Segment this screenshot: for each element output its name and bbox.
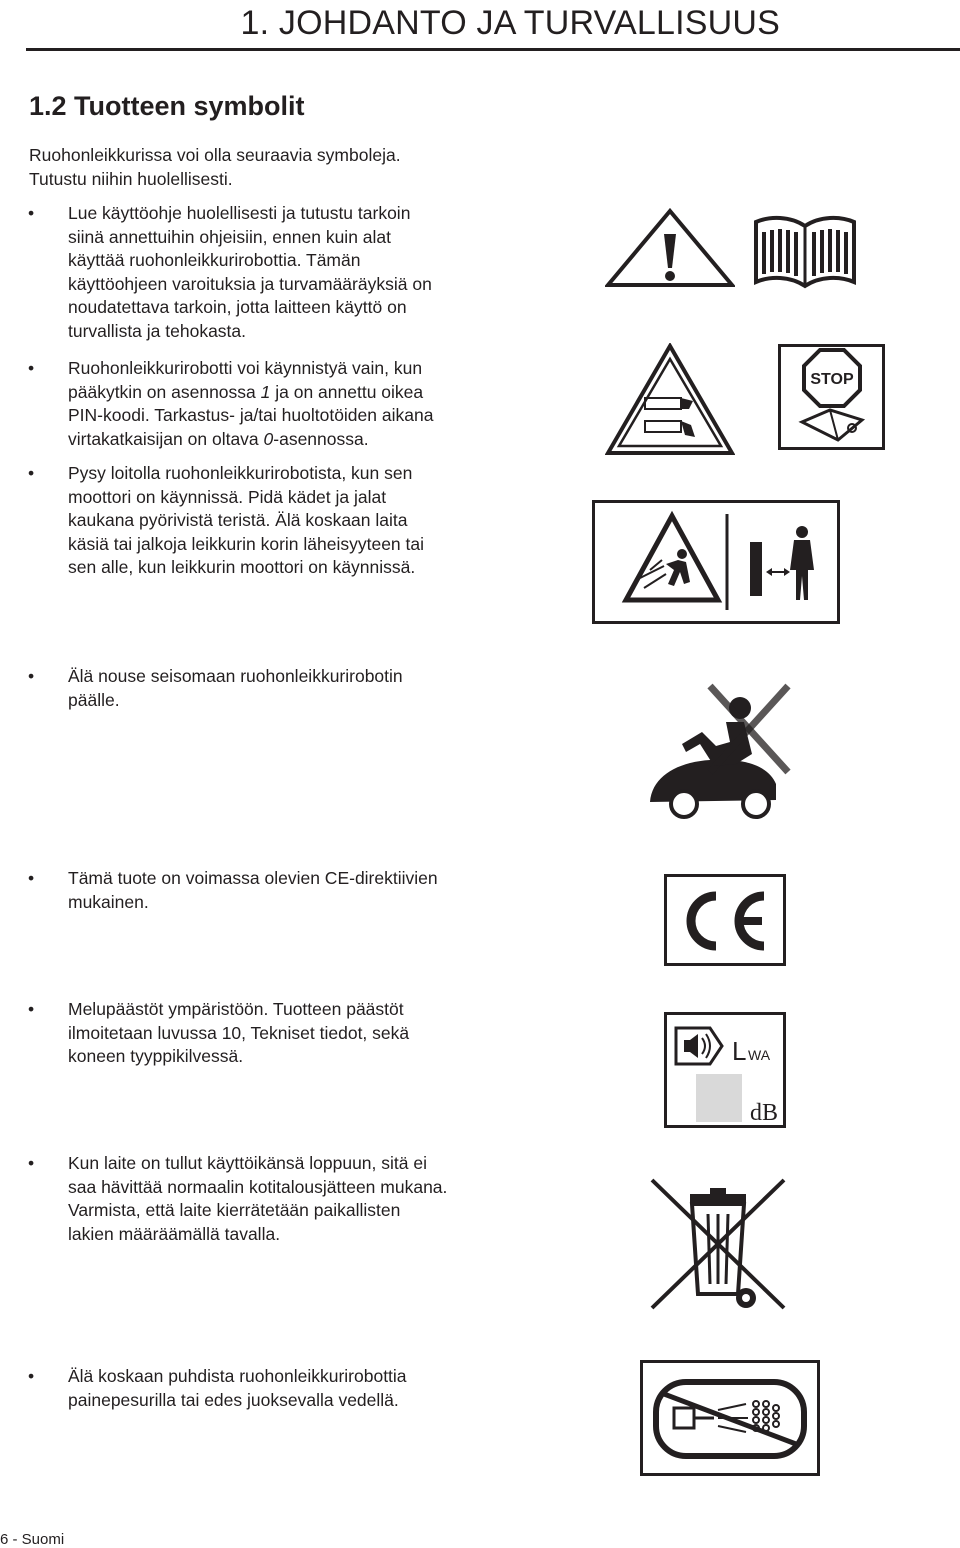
bullet-line: Ruohonleikkurirobotti voi käynnistyä vain, kun	[68, 358, 423, 378]
bullet-line: kaukana pyörivistä teristä. Älä koskaan laita	[68, 510, 408, 530]
read-manual-icon	[750, 212, 860, 290]
bullet-line: turvallista ja tehokasta.	[68, 320, 247, 341]
intro-text	[29, 144, 569, 191]
bullet-keep-away	[28, 462, 425, 580]
bullet-line: siinä annettuihin ohjeisiin, ennen kuin alat	[68, 226, 392, 247]
bullet-line: koneen tyyppikilvessä.	[68, 1046, 244, 1066]
bullet-marker: •	[28, 666, 35, 686]
db-label: dB	[750, 1100, 779, 1126]
bullet-ce	[28, 867, 438, 914]
bullet-line: noudatettava tarkoin, jotta laitteen käyttö on	[68, 297, 407, 317]
bullet-no-washing	[28, 1365, 407, 1412]
bullet-line: mukainen.	[68, 891, 149, 912]
bullet-line: Varmista, että laite kierrätetään paikallisten	[68, 1200, 401, 1220]
bullet-line: Pysy loitolla ruohonleikkurirobotista, kun sen	[68, 463, 413, 483]
switch-position-off: 0	[263, 428, 274, 449]
intro-line: Ruohonleikkurissa voi olla seuraavia symboleja.	[29, 145, 401, 165]
bullet-line: painepesurilla tai edes juoksevalla vedellä.	[68, 1389, 399, 1410]
bullet-marker: •	[28, 868, 35, 888]
bullet-line: sen alle, kun leikkurin moottori on käynnissä.	[68, 557, 416, 577]
ce-mark-icon	[664, 874, 786, 966]
bullet-main-switch	[28, 357, 434, 451]
stop-label: STOP	[810, 371, 854, 388]
bullet-line: ilmoitetaan luvussa 10, Tekniset tiedot, sekä	[68, 1022, 410, 1043]
bullet-text: ja on annettu oikea	[270, 381, 424, 402]
intro-line: Tutustu niihin huolellisesti.	[29, 168, 233, 189]
bullet-text: pääkytkin on asennossa	[68, 381, 261, 402]
bullet-line: moottori on käynnissä. Pidä kädet ja jalat	[68, 486, 387, 507]
section-title: 1.2 Tuotteen symbolit	[29, 91, 305, 121]
bullet-read-manual	[28, 202, 432, 343]
chapter-title: 1. JOHDANTO JA TURVALLISUUS	[240, 4, 780, 42]
keep-distance-icon	[592, 500, 840, 624]
bullet-line: PIN-koodi. Tarkastus- ja/tai huoltotöiden aikana	[68, 405, 434, 425]
switch-off-warning-icon	[605, 343, 735, 456]
bullet-line: Älä nouse seisomaan ruohonleikkurirobotin	[68, 666, 403, 686]
warning-triangle-icon	[605, 208, 735, 288]
bullet-line: lakien määräämällä tavalla.	[68, 1223, 281, 1244]
stop-read-manual-icon	[778, 344, 885, 450]
bullet-line: päälle.	[68, 689, 120, 710]
bullet-no-standing	[28, 665, 403, 712]
lwa-subscript: WA	[748, 1047, 771, 1063]
bullet-line: Melupäästöt ympäristöön. Tuotteen päästöt	[68, 999, 404, 1019]
bullet-line: käsiä tai jalkoja leikkurin korin läheisyyteen tai	[68, 533, 425, 554]
bullet-marker: •	[28, 463, 35, 483]
bullet-marker: •	[28, 358, 35, 378]
bullet-text: virtakatkaisijan on oltava	[68, 428, 264, 449]
bullet-marker: •	[28, 1366, 35, 1386]
bullet-text: -asennossa.	[273, 428, 369, 449]
bullet-line: Älä koskaan puhdista ruohonleikkurirobottia	[68, 1366, 407, 1386]
lwa-label: L	[732, 1036, 747, 1066]
no-pressure-wash-icon	[640, 1360, 820, 1476]
bullet-marker: •	[28, 1153, 35, 1173]
bullet-marker: •	[28, 999, 35, 1019]
bullet-line: käyttöohjeen varoituksia ja turvamääräyksiä on	[68, 273, 432, 294]
noise-level-icon	[664, 1012, 786, 1128]
bullet-line: käyttää ruohonleikkurirobottia. Tämän	[68, 250, 361, 270]
weee-bin-icon	[648, 1174, 790, 1314]
page-footer: 6 - Suomi	[0, 1531, 65, 1548]
header-rule	[26, 48, 960, 51]
bullet-line: Lue käyttöohje huolellisesti ja tutustu tarkoin	[68, 203, 411, 223]
bullet-line: Tämä tuote on voimassa olevien CE-direktiivien	[68, 868, 438, 888]
bullet-line: Kun laite on tullut käyttöikänsä loppuun, sitä ei	[68, 1153, 427, 1173]
bullet-line: saa hävittää normaalin kotitalousjätteen mukana.	[68, 1176, 448, 1197]
no-standing-icon	[640, 680, 800, 820]
bullet-marker: •	[28, 203, 35, 223]
switch-position-on: 1	[260, 381, 271, 402]
bullet-noise	[28, 998, 410, 1069]
bullet-recycling	[28, 1152, 448, 1246]
